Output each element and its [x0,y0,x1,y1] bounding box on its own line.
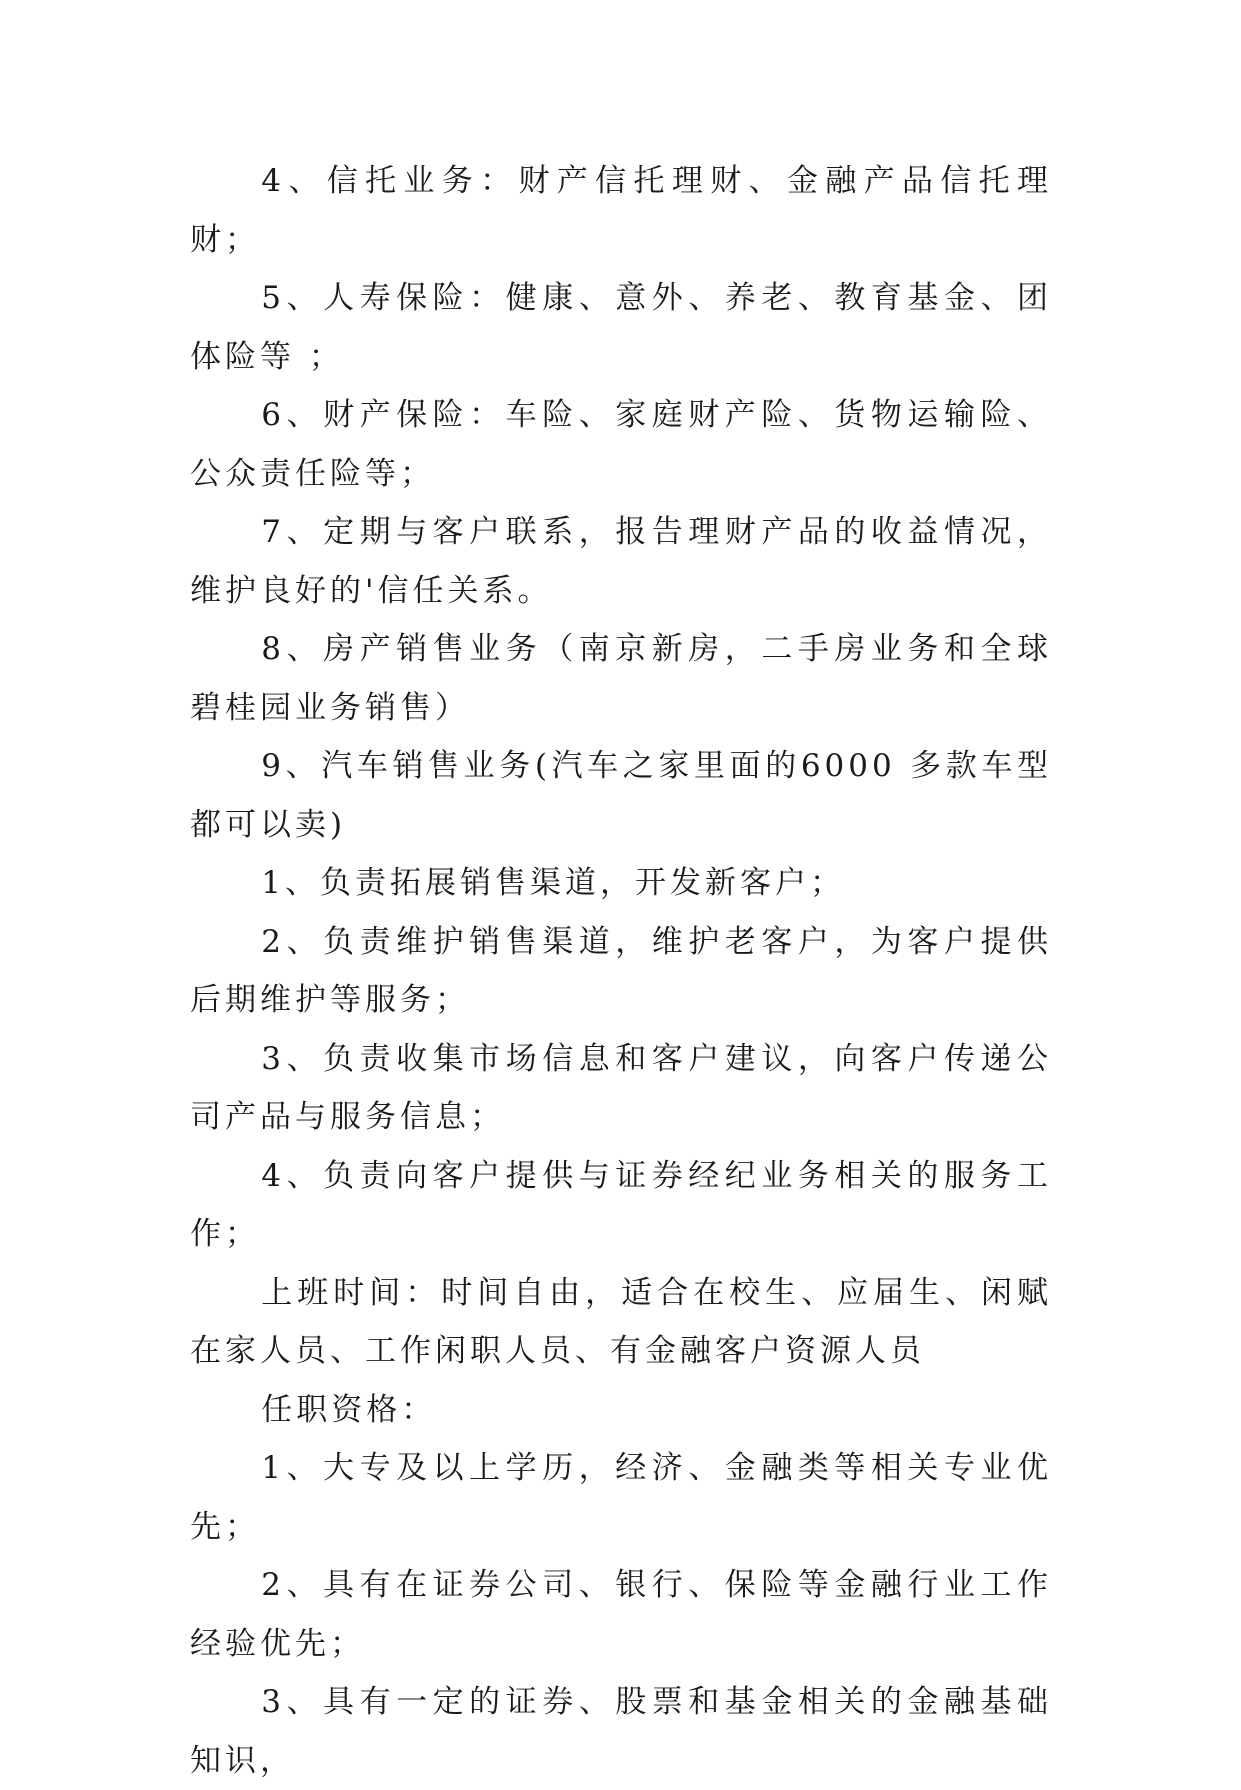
paragraph-working-hours: 上班时间：时间自由，适合在校生、应届生、闲赋在家人员、工作闲职人员、有金融客户资源人员 [190,1274,1052,1369]
document-body [190,152,1052,1790]
paragraph-property-insurance: 6、财产保险：车险、家庭财产险、货物运输险、公众责任险等； [190,397,1052,492]
paragraph-trust-business: 4、信托业务：财产信托理财、金融产品信托理财； [190,163,1052,258]
paragraph-qualification-knowledge: 3、具有一定的证券、股票和基金相关的金融基础知识， [190,1684,1052,1779]
paragraph-duty-brokerage-service: 4、负责向客户提供与证券经纪业务相关的服务工作； [190,1157,1052,1252]
paragraph-life-insurance: 5、人寿保险：健康、意外、养老、教育基金、团体险等 ； [190,280,1052,375]
paragraph-duty-market-info: 3、负责收集市场信息和客户建议，向客户传递公司产品与服务信息； [190,1040,1052,1135]
paragraph-qualification-education: 1、大专及以上学历，经济、金融类等相关专业优先； [190,1450,1052,1545]
paragraph-qualifications-heading: 任职资格： [261,1391,437,1428]
paragraph-customer-contact: 7、定期与客户联系，报告理财产品的收益情况，维护良好的'信任关系。 [190,514,1052,609]
paragraph-qualification-experience: 2、具有在证券公司、银行、保险等金融行业工作经验优先； [190,1567,1052,1662]
paragraph-duty-expand-channels: 1、负责拓展销售渠道，开发新客户； [261,865,846,901]
paragraph-duty-maintain-channels: 2、负责维护销售渠道，维护老客户，为客户提供后期维护等服务； [190,923,1052,1018]
paragraph-car-sales: 9、汽车销售业务(汽车之家里面的6000 多款车型都可以卖) [190,748,1052,843]
paragraph-real-estate-sales: 8、房产销售业务（南京新房，二手房业务和全球碧桂园业务销售） [190,631,1052,726]
